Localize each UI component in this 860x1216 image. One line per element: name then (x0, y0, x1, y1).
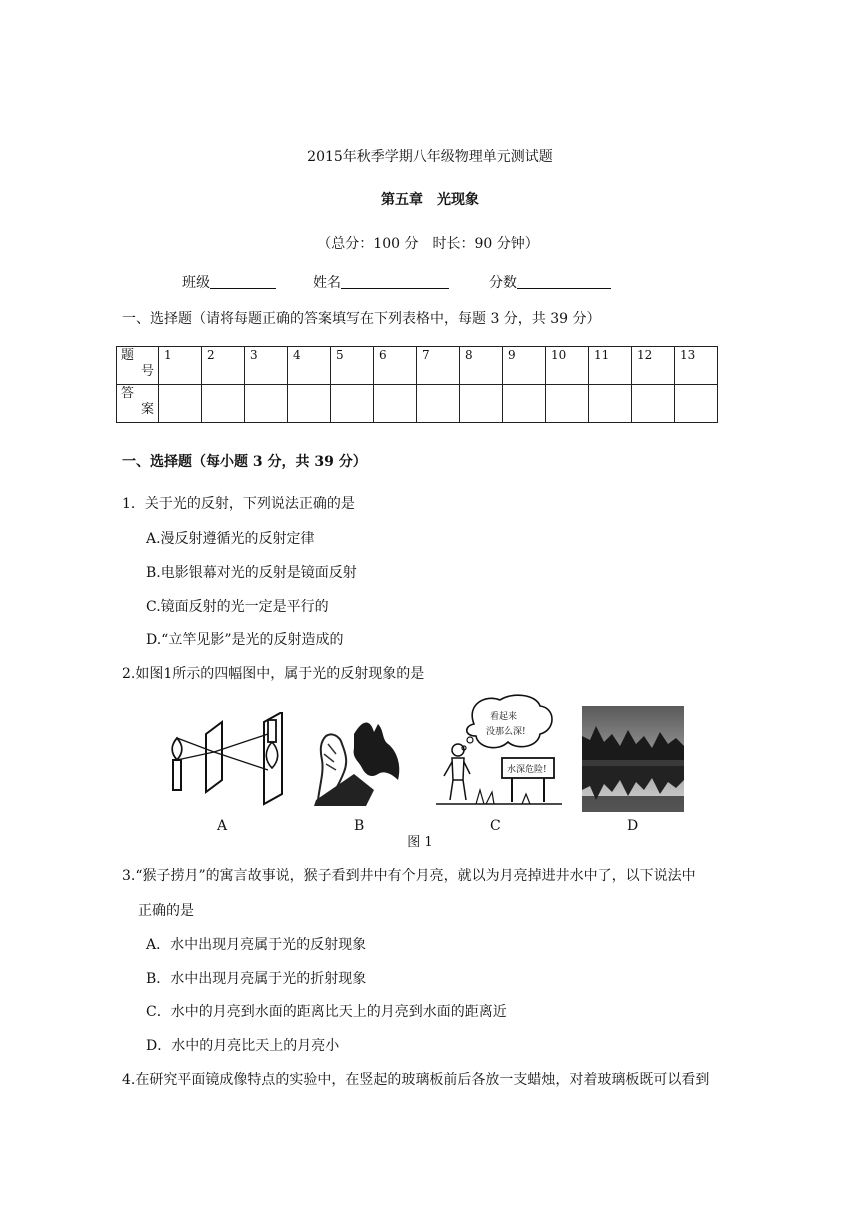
answer-cell[interactable] (288, 385, 331, 423)
answer-cell[interactable] (245, 385, 288, 423)
number-cell: 12 (632, 347, 675, 385)
section-title: 一、选择题（每小题 3 分，共 39 分） (122, 454, 367, 470)
answer-cell[interactable] (417, 385, 460, 423)
q2-stem: 2.如图1所示的四幅图中，属于光的反射现象的是 (122, 666, 425, 682)
q3-option-c: C．水中的月亮到水面的距离比天上的月亮到水面的距离近 (146, 1004, 507, 1020)
figure-d-reflection-photo (582, 706, 684, 812)
answer-cell[interactable] (202, 385, 245, 423)
cell-label: 案 (140, 402, 154, 417)
class-label: 班级 (182, 275, 210, 291)
number-cell: 3 (245, 347, 288, 385)
answer-cell[interactable] (159, 385, 202, 423)
answer-cell[interactable] (632, 385, 675, 423)
number-cell: 9 (503, 347, 546, 385)
cell-label: 号 (140, 364, 154, 379)
sign-text: 水深危险! (507, 765, 547, 775)
q3-option-d: D．水中的月亮比天上的月亮小 (146, 1038, 340, 1054)
answer-cell[interactable] (460, 385, 503, 423)
number-cell: 2 (202, 347, 245, 385)
header-cell-number (117, 347, 159, 385)
number-cell: 8 (460, 347, 503, 385)
section-instruction: 一、选择题（请将每题正确的答案填写在下列表格中，每题 3 分，共 39 分） (122, 311, 601, 327)
answer-cell[interactable] (503, 385, 546, 423)
number-cell: 10 (546, 347, 589, 385)
q4-stem-line1: 4.在研究平面镜成像特点的实验中，在竖起的玻璃板前后各放一支蜡烛，对着玻璃板既可以看到 (122, 1072, 710, 1088)
score-blank[interactable] (517, 274, 611, 289)
table-row (117, 385, 718, 423)
figure-c-cartoon (436, 692, 562, 808)
figure-label-a: A (217, 818, 228, 834)
score-field[interactable] (489, 272, 611, 292)
header-cell-answer (117, 385, 159, 423)
class-blank[interactable] (210, 274, 276, 289)
number-cell: 11 (589, 347, 632, 385)
answer-table (116, 346, 718, 423)
answer-cell[interactable] (331, 385, 374, 423)
q3-stem-line1: 3.“猴子捞月”的寓言故事说，猴子看到井中有个月亮，就以为月亮掉进井水中了，以下说法中 (122, 868, 696, 884)
q3-option-a: A．水中出现月亮属于光的反射现象 (146, 937, 367, 953)
q3-stem-line2: 正确的是 (138, 903, 194, 919)
bubble-text-2: 没那么深! (486, 727, 526, 737)
q1-stem: 1．关于光的反射，下列说法正确的是 (122, 496, 355, 512)
figure-caption: 图 1 (407, 835, 433, 850)
score-label: 分数 (489, 275, 517, 291)
figure-label-c: C (490, 818, 501, 834)
answer-cell[interactable] (546, 385, 589, 423)
number-cell: 6 (374, 347, 417, 385)
q1-option-c: C.镜面反射的光一定是平行的 (146, 599, 329, 615)
number-cell: 13 (675, 347, 718, 385)
q1-option-b: B.电影银幕对光的反射是镜面反射 (146, 565, 357, 581)
exam-meta: （总分：100 分 时长：90 分钟） (317, 236, 539, 252)
q1-option-a: A.漫反射遵循光的反射定律 (146, 531, 315, 547)
table-row (117, 347, 718, 385)
q3-option-b: B．水中出现月亮属于光的折射现象 (146, 971, 367, 987)
class-field[interactable] (182, 272, 276, 292)
name-blank[interactable] (341, 274, 449, 289)
number-cell: 7 (417, 347, 460, 385)
cell-label: 题 (121, 348, 135, 363)
number-cell: 4 (288, 347, 331, 385)
figure-label-b: B (354, 818, 365, 834)
answer-cell[interactable] (374, 385, 417, 423)
q1-option-d: D.“立竿见影”是光的反射造成的 (146, 632, 344, 648)
figure-b-hand-shadow (314, 714, 406, 806)
number-cell: 1 (159, 347, 202, 385)
name-label: 姓名 (313, 275, 341, 291)
page-title: 2015年秋季学期八年级物理单元测试题 (307, 149, 553, 165)
cell-label: 答 (121, 386, 135, 401)
answer-cell[interactable] (675, 385, 718, 423)
name-field[interactable] (313, 272, 449, 292)
figure-label-d: D (627, 818, 639, 834)
bubble-text-1: 看起来 (490, 712, 518, 722)
chapter-title: 第五章 光现象 (381, 192, 479, 208)
figure-a-pinhole (160, 712, 298, 822)
number-cell: 5 (331, 347, 374, 385)
answer-cell[interactable] (589, 385, 632, 423)
